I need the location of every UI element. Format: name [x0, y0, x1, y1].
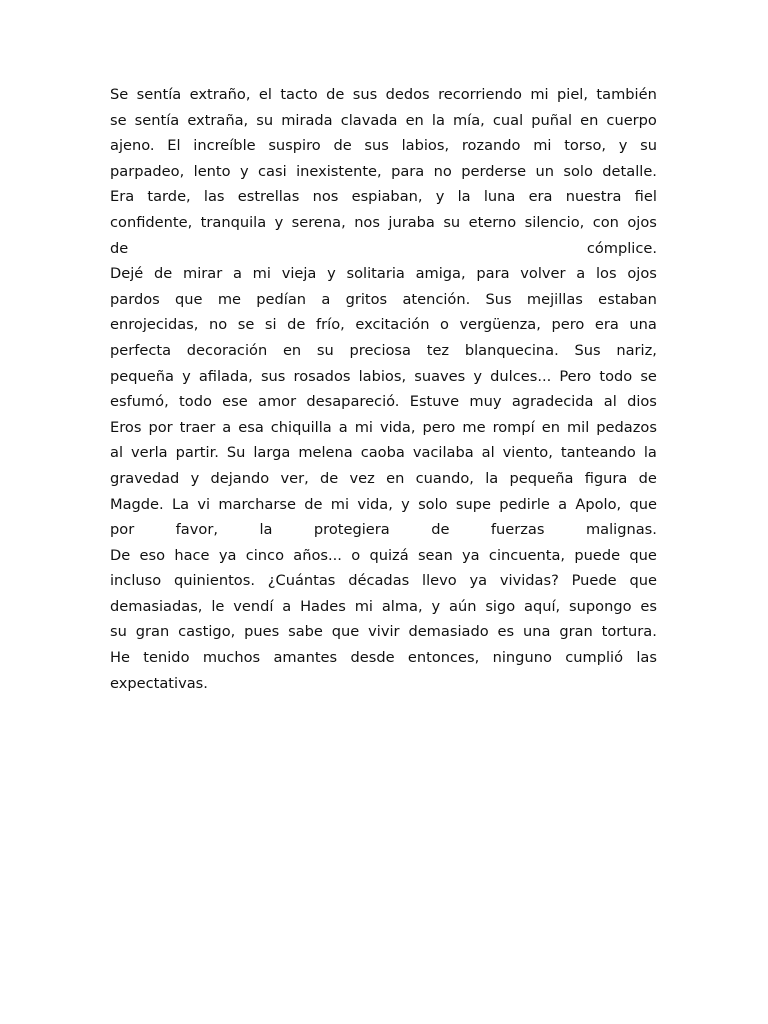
text-line: ajeno. El increíble suspiro de sus labios, rozando mi torso, y su — [110, 137, 657, 155]
text-line: al verla partir. Su larga melena caoba vacilaba al viento, tanteando la — [110, 444, 657, 462]
text-line: De eso hace ya cinco años... o quizá sean ya cincuenta, puede que — [110, 546, 657, 564]
text-line: esfumó, todo ese amor desapareció. Estuve muy agradecida al dios — [110, 393, 657, 411]
text-line: Se sentía extraño, el tacto de sus dedos recorriendo mi piel, también — [110, 86, 657, 103]
text-line: He tenido muchos amantes desde entonces, ninguno cumplió las — [110, 649, 657, 667]
text-line: se sentía extraña, su mirada clavada en la mía, cual puñal en cuerpo — [110, 111, 657, 129]
body-text — [110, 82, 657, 696]
text-line: Magde. La vi marcharse de mi vida, y solo supe pedirle a Apolo, que — [110, 495, 657, 513]
text-line: parpadeo, lento y casi inexistente, para no perderse un solo detalle. — [110, 162, 657, 180]
text-line: su gran castigo, pues sabe que vivir demasiado es una gran tortura. — [110, 623, 657, 641]
text-line: de cómplice. — [110, 239, 657, 257]
text-line: demasiadas, le vendí a Hades mi alma, y aún sigo aquí, supongo es — [110, 597, 657, 615]
text-line: gravedad y dejando ver, de vez en cuando, la pequeña figura de — [110, 469, 657, 487]
text-line: expectativas. — [110, 674, 208, 692]
text-line: por favor, la protegiera de fuerzas malignas. — [110, 521, 657, 539]
text-line: pardos que me pedían a gritos atención. Sus mejillas estaban — [110, 290, 657, 308]
text-line: Era tarde, las estrellas nos espiaban, y la luna era nuestra fiel — [110, 188, 657, 206]
text-line: incluso quinientos. ¿Cuántas décadas llevo ya vividas? Puede que — [110, 572, 657, 590]
text-line: Eros por traer a esa chiquilla a mi vida, pero me rompí en mil pedazos — [110, 418, 657, 436]
text-line: Dejé de mirar a mi vieja y solitaria amiga, para volver a los ojos — [110, 265, 657, 283]
text-line: perfecta decoración en su preciosa tez blanquecina. Sus nariz, — [110, 341, 657, 359]
text-line: confidente, tranquila y serena, nos juraba su eterno silencio, con ojos — [110, 213, 657, 231]
text-line: pequeña y afilada, sus rosados labios, suaves y dulces... Pero todo se — [110, 367, 657, 385]
text-line: enrojecidas, no se si de frío, excitación o vergüenza, pero era una — [110, 316, 657, 334]
